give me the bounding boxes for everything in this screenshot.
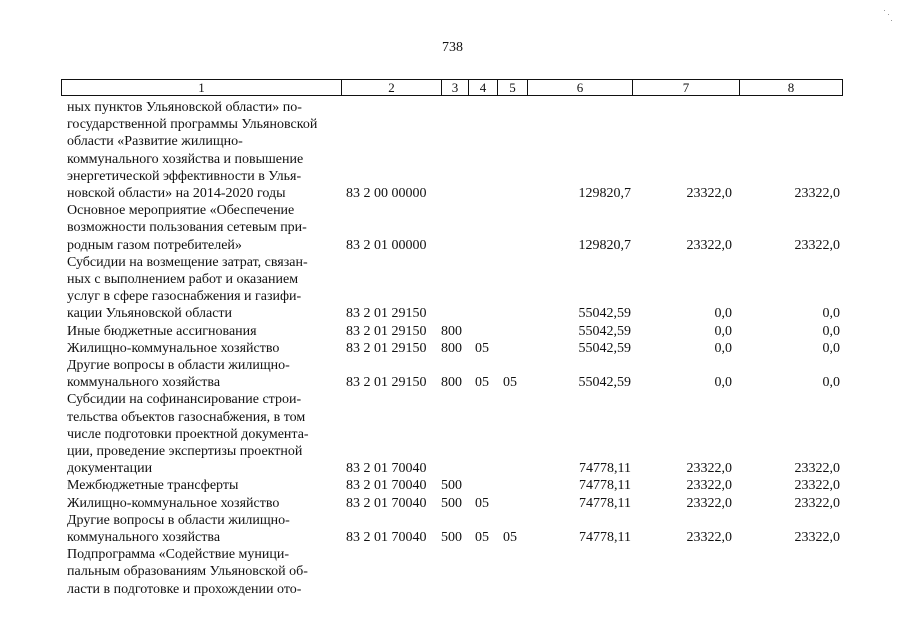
table-row (0, 99, 905, 202)
row-amount-col7: 0,0 (714, 340, 732, 356)
row-code: 83 2 01 29150 (346, 306, 427, 322)
row-amount-col8: 0,0 (822, 323, 840, 339)
description-line: кации Ульяновской области (67, 306, 233, 322)
table-row (0, 202, 905, 254)
description-line: возможности пользования сетевым при- (67, 220, 307, 236)
row-amount-col8: 23322,0 (794, 495, 840, 511)
row-subsection: 05 (503, 529, 517, 545)
column-header-8: 8 (740, 80, 843, 96)
row-description (67, 495, 335, 512)
description-line: ции, проведение экспертизы проектной (67, 444, 303, 459)
scan-speck (884, 10, 885, 11)
row-code: 83 2 01 29150 (346, 375, 427, 391)
description-line: Иные бюджетные ассигнования (67, 323, 257, 339)
row-code: 83 2 01 70040 (346, 461, 427, 477)
description-line: числе подготовки проектной документа- (67, 426, 309, 442)
row-amount-col8: 0,0 (822, 375, 840, 391)
row-expense-type: 500 (441, 529, 462, 545)
row-description (67, 477, 335, 494)
description-line: Межбюджетные трансферты (67, 478, 239, 494)
table-row (0, 357, 905, 391)
description-line: энергетической эффективности в Улья- (67, 168, 302, 184)
description-line: Субсидии на софинансирование строи- (67, 392, 302, 408)
row-amount-col6: 74778,11 (579, 495, 631, 511)
row-description (67, 546, 335, 598)
row-amount-col7: 23322,0 (686, 495, 732, 511)
row-description (67, 391, 335, 477)
row-amount-col8: 23322,0 (794, 529, 840, 545)
row-section: 05 (475, 495, 489, 511)
description-line: области «Развитие жилищно- (67, 134, 243, 150)
description-line: Подпрограмма «Содействие муници- (67, 547, 290, 563)
row-section: 05 (475, 529, 489, 545)
description-line: Жилищно-коммунальное хозяйство (67, 340, 280, 356)
row-amount-col8: 0,0 (822, 306, 840, 322)
description-line: Другие вопросы в области жилищно- (67, 512, 290, 528)
row-code: 83 2 01 70040 (346, 478, 427, 494)
column-header-7: 7 (633, 80, 740, 96)
column-header-6: 6 (528, 80, 633, 96)
row-amount-col6: 55042,59 (578, 306, 631, 322)
row-code: 83 2 01 70040 (346, 529, 427, 545)
description-line: коммунального хозяйства (67, 530, 221, 545)
column-header-2: 2 (342, 80, 442, 96)
row-amount-col6: 55042,59 (578, 375, 631, 391)
row-amount-col7: 0,0 (714, 375, 732, 391)
description-line: коммунального хозяйства и повышение (67, 151, 304, 167)
table-row (0, 512, 905, 546)
row-description (67, 512, 335, 546)
row-amount-col7: 23322,0 (686, 529, 732, 545)
description-line: государственной программы Ульяновской (67, 117, 318, 133)
row-subsection: 05 (503, 375, 517, 391)
description-line: Субсидии на возмещение затрат, связан- (67, 254, 308, 270)
column-header-5: 5 (498, 80, 528, 96)
row-amount-col8: 23322,0 (794, 186, 840, 201)
table-row (0, 323, 905, 340)
description-line: тельства объектов газоснабжения, в том (67, 409, 306, 425)
row-description (67, 202, 335, 254)
row-amount-col6: 74778,11 (579, 461, 631, 477)
row-description (67, 99, 335, 202)
row-amount-col7: 23322,0 (686, 461, 732, 477)
row-amount-col7: 23322,0 (686, 186, 732, 201)
row-expense-type: 500 (441, 495, 462, 511)
table-row (0, 546, 905, 598)
row-description (67, 357, 335, 391)
row-amount-col7: 23322,0 (686, 478, 732, 494)
row-amount-col8: 23322,0 (794, 237, 840, 253)
page-number: 738 (442, 40, 463, 55)
row-code: 83 2 01 70040 (346, 495, 427, 511)
description-line: документации (67, 461, 153, 477)
table-row (0, 495, 905, 512)
table-row (0, 254, 905, 323)
column-header-table (61, 79, 843, 96)
row-amount-col6: 55042,59 (578, 323, 631, 339)
row-description (67, 340, 335, 357)
row-amount-col8: 23322,0 (794, 478, 840, 494)
table-row (0, 391, 905, 477)
description-line: Другие вопросы в области жилищно- (67, 358, 290, 373)
description-line: новской области» на 2014-2020 годы (67, 186, 286, 202)
row-expense-type: 800 (441, 340, 462, 356)
row-code: 83 2 01 00000 (346, 237, 427, 253)
scan-speck (888, 14, 889, 15)
row-description (67, 323, 335, 340)
row-amount-col6: 129820,7 (578, 186, 631, 201)
row-amount-col6: 129820,7 (578, 237, 631, 253)
column-header-4: 4 (469, 80, 498, 96)
description-line: ных с выполнением работ и оказанием (67, 272, 299, 287)
description-line: коммунального хозяйства (67, 375, 221, 391)
column-header-1: 1 (62, 80, 342, 96)
row-expense-type: 500 (441, 478, 462, 494)
row-code: 83 2 01 29150 (346, 323, 427, 339)
row-amount-col7: 0,0 (714, 306, 732, 322)
row-amount-col7: 0,0 (714, 323, 732, 339)
row-expense-type: 800 (441, 323, 462, 339)
description-line: ных пунктов Ульяновской области» по- (67, 100, 302, 115)
description-line: Жилищно-коммунальное хозяйство (67, 495, 280, 511)
row-amount-col6: 74778,11 (579, 529, 631, 545)
row-amount-col7: 23322,0 (686, 237, 732, 253)
description-line: пальным образованиям Ульяновской об- (67, 564, 308, 580)
scan-speck (891, 20, 892, 21)
row-amount-col6: 55042,59 (578, 340, 631, 356)
row-section: 05 (475, 375, 489, 391)
row-amount-col8: 23322,0 (794, 461, 840, 477)
column-header-row (62, 80, 843, 96)
description-line: родным газом потребителей» (67, 237, 242, 253)
table-row (0, 477, 905, 494)
table-row (0, 340, 905, 357)
row-code: 83 2 00 00000 (346, 186, 427, 201)
description-line: ласти в подготовке и прохождении ото- (67, 581, 302, 597)
row-section: 05 (475, 340, 489, 356)
column-header-3: 3 (442, 80, 469, 96)
row-expense-type: 800 (441, 375, 462, 391)
row-amount-col8: 0,0 (822, 340, 840, 356)
row-code: 83 2 01 29150 (346, 340, 427, 356)
description-line: Основное мероприятие «Обеспечение (67, 203, 295, 219)
row-amount-col6: 74778,11 (579, 478, 631, 494)
row-description (67, 254, 335, 323)
description-line: услуг в сфере газоснабжения и газифи- (67, 289, 302, 305)
